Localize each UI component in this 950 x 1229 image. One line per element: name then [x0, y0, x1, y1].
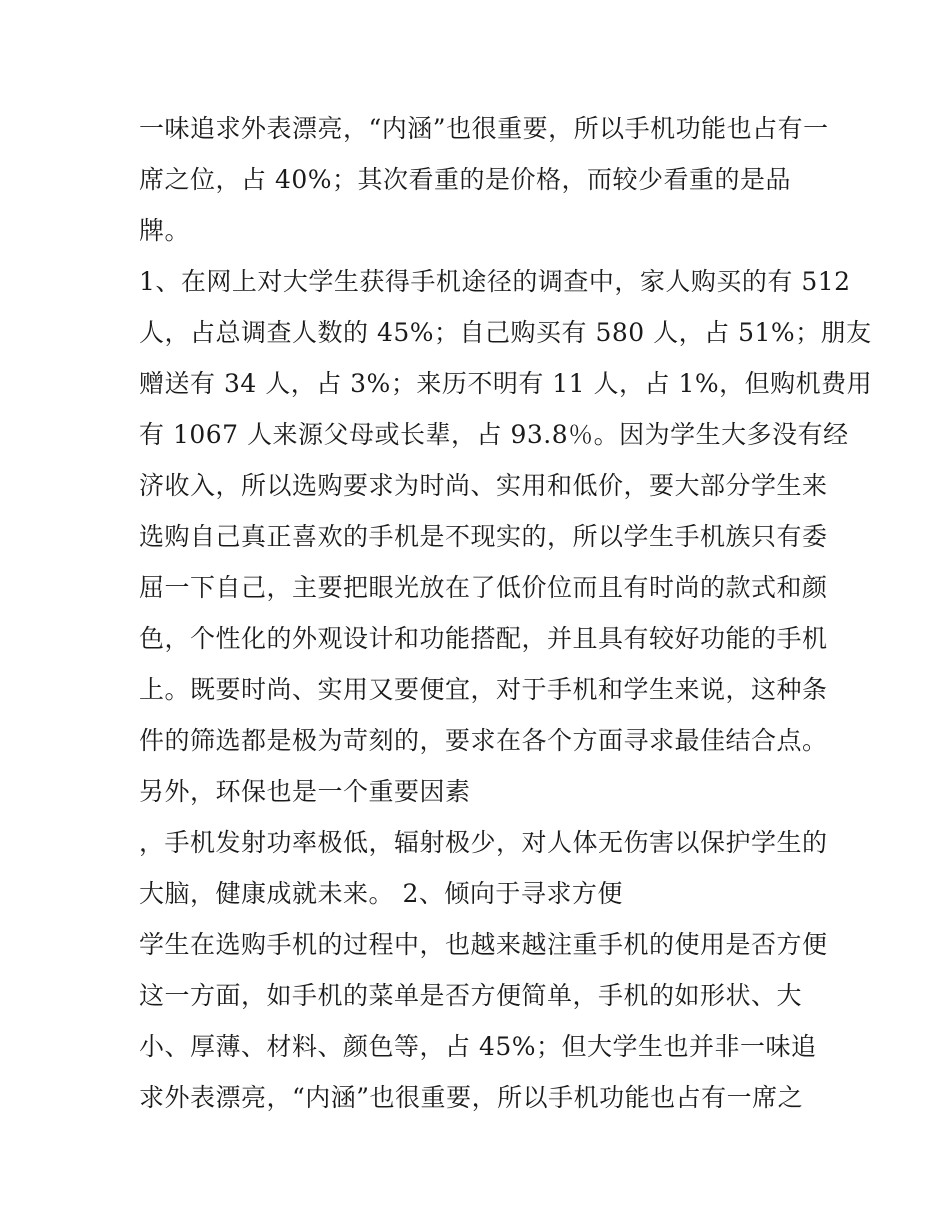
text-line: 选购自己真正喜欢的手机是不现实的，所以学生手机族只有委 — [139, 522, 828, 551]
text-line: 济收入，所以选购要求为时尚、实用和低价，要大部分学生来 — [139, 471, 828, 500]
text-line: 小、厚薄、材料、颜色等，占 45%；但大学生也并非一味追 — [139, 1032, 817, 1061]
text-line: 求外表漂亮，“内涵”也很重要，所以手机功能也占有一席之 — [139, 1083, 804, 1112]
text-line: 人，占总调查人数的 45%；自己购买有 580 人，占 51%；朋友 — [139, 318, 872, 347]
text-line: 上。既要时尚、实用又要便宜，对于手机和学生来说，这种条 — [139, 675, 828, 704]
text-line: 另外，环保也是一个重要因素 — [139, 777, 471, 806]
text-line: 一味追求外表漂亮，“内涵”也很重要，所以手机功能也占有一 — [139, 114, 829, 143]
text-line: 这一方面，如手机的菜单是否方便简单，手机的如形状、大 — [139, 981, 803, 1010]
text-line: 大脑，健康成就未来。 2、倾向于寻求方便 — [139, 879, 623, 908]
text-line: ，手机发射功率极低，辐射极少，对人体无伤害以保护学生的 — [139, 828, 828, 857]
text-line: 色，个性化的外观设计和功能搭配，并且具有较好功能的手机 — [139, 624, 828, 653]
text-line: 席之位，占 40%；其次看重的是价格，而较少看重的是品 — [139, 165, 792, 194]
text-line: 1、在网上对大学生获得手机途径的调查中，家人购买的有 512 — [139, 267, 851, 296]
text-line: 件的筛选都是极为苛刻的，要求在各个方面寻求最佳结合点。 — [139, 726, 828, 755]
text-line: 有 1067 人来源父母或长辈，占 93.8％。因为学生大多没有经 — [139, 420, 849, 449]
text-line: 学生在选购手机的过程中，也越来越注重手机的使用是否方便 — [139, 930, 828, 959]
text-line: 赠送有 34 人，占 3%；来历不明有 11 人，占 1%，但购机费用 — [139, 369, 873, 398]
text-line: 屈一下自己，主要把眼光放在了低价位而且有时尚的款式和颜 — [139, 573, 828, 602]
text-line: 牌。 — [139, 216, 191, 245]
